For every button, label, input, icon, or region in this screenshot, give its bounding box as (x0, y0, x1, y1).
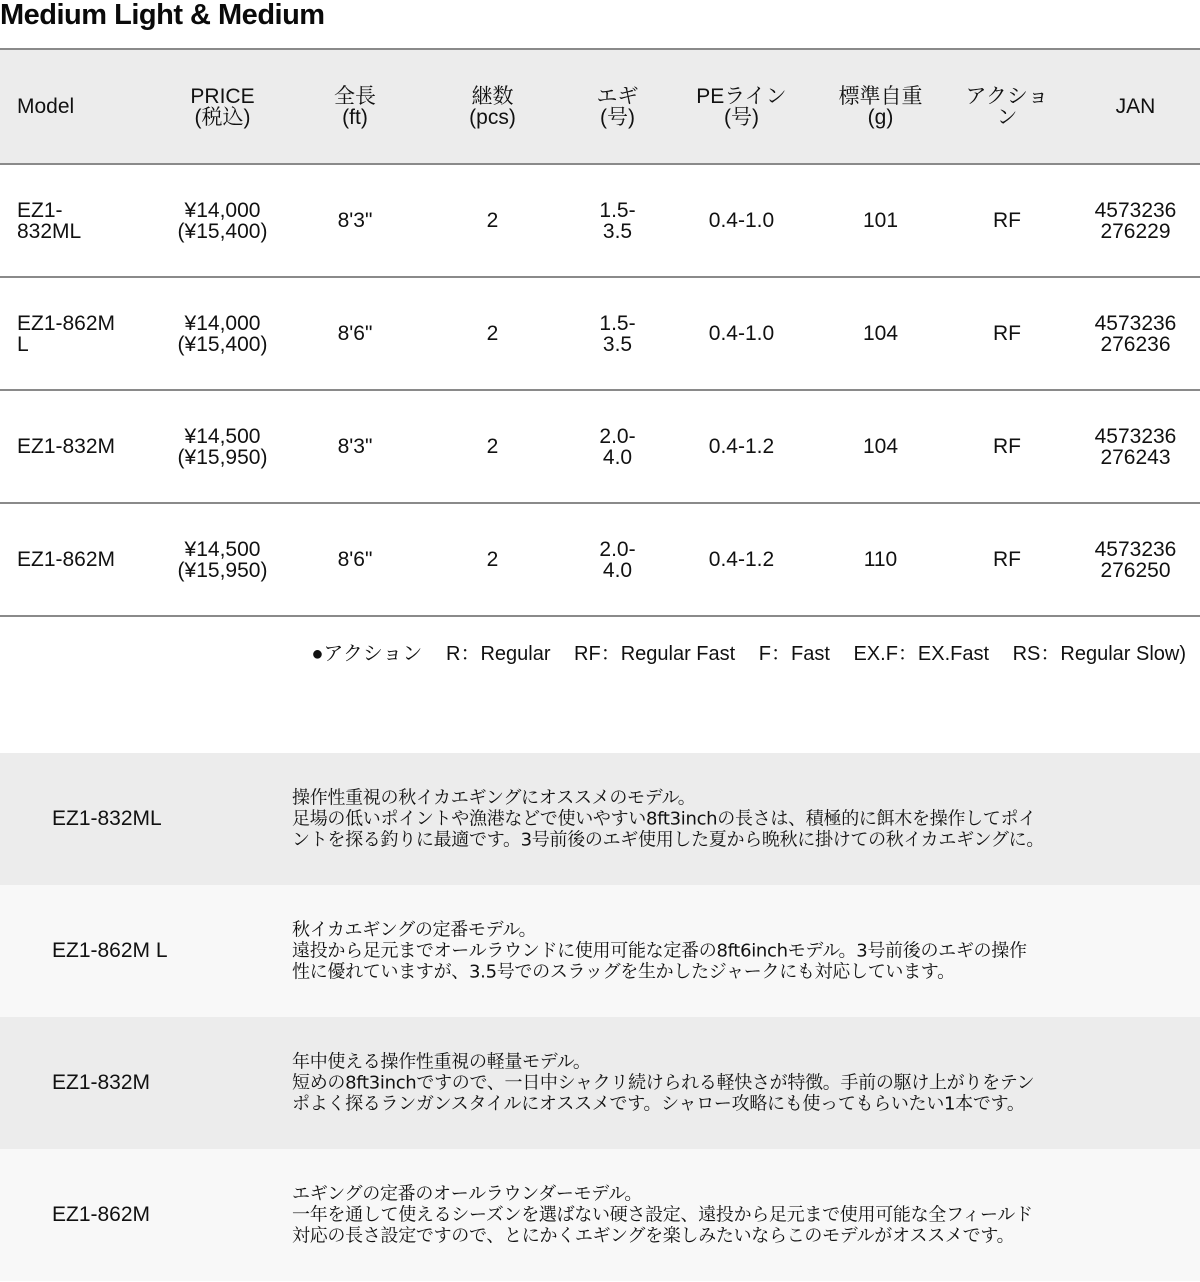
table-row (0, 503, 1200, 616)
cell-egi-text: 3.5 (602, 332, 633, 356)
cell-length-text: 8'3" (337, 209, 373, 232)
cell-jan-text: 276236 (1100, 332, 1171, 356)
description-model: EZ1-832ML (52, 807, 162, 830)
cell-model-text: L (17, 332, 29, 356)
cell-pe-line (665, 390, 818, 503)
action-legend-label: ●アクション (311, 643, 423, 665)
header-line: (号) (724, 105, 759, 129)
cell-egi (570, 164, 665, 277)
cell-egi-text: 4.0 (602, 558, 633, 582)
cell-action-text: RF (993, 435, 1021, 458)
cell-pe-line (665, 503, 818, 616)
description-line: 短めの8ft3inchですので、一日中シャクリ続けられる軽快さが特徴。手前の駆け上がりをテン (292, 1072, 1035, 1094)
cell-price (150, 503, 295, 616)
action-legend-item: F：Fast (758, 643, 830, 665)
cell-pieces-text: 2 (486, 209, 499, 232)
header-line: ン (996, 105, 1018, 129)
description-line: 足場の低いポイントや漁港などで使いやすい8ft3inchの長さは、積極的に餌木を操作してポイ (292, 808, 1036, 830)
cell-length (295, 164, 415, 277)
action-legend (311, 637, 1186, 666)
cell-weight-text: 101 (862, 209, 899, 232)
header-model (0, 49, 150, 164)
description-line: エギングの定番のオールラウンダーモデル。 (292, 1183, 643, 1205)
header-line: PRICE (190, 84, 255, 108)
description-line: 対応の長さ設定ですので、とにかくエギングを楽しみたいならこのモデルがオススメです。 (292, 1225, 1015, 1247)
cell-price (150, 277, 295, 390)
header-line: エギ (596, 84, 639, 108)
description-line: 性に優れていますが、3.5号でのスラッグを生かしたジャークにも対応しています。 (292, 961, 955, 983)
description-line: 一年を通して使えるシーズンを選ばない硬さ設定、遠投から足元まで使用可能な全フィールド (292, 1204, 1033, 1226)
table-body (0, 164, 1200, 616)
cell-jan-text: 276250 (1100, 558, 1171, 582)
description-row (0, 753, 1200, 885)
cell-egi-text: 2.0- (599, 424, 636, 448)
cell-length (295, 390, 415, 503)
cell-egi (570, 277, 665, 390)
header-weight (818, 49, 943, 164)
cell-jan-text: 4573236 (1094, 537, 1177, 561)
cell-pe-line-text: 0.4-1.0 (708, 322, 775, 345)
header-line: JAN (1115, 95, 1156, 118)
cell-egi-text: 3.5 (602, 219, 633, 243)
header-line: (g) (867, 105, 894, 129)
spec-table (0, 48, 1200, 617)
cell-pe-line (665, 164, 818, 277)
cell-pieces-text: 2 (486, 322, 499, 345)
description-model: EZ1-862M (52, 1203, 151, 1226)
cell-weight-text: 110 (863, 548, 898, 571)
header-egi (570, 49, 665, 164)
description-model: EZ1-862M L (52, 939, 168, 962)
cell-jan (1071, 277, 1200, 390)
cell-action (943, 503, 1071, 616)
cell-price-text: ¥14,500 (184, 424, 261, 448)
cell-pieces-text: 2 (486, 435, 499, 458)
cell-weight (818, 164, 943, 277)
cell-pe-line (665, 277, 818, 390)
cell-pieces (415, 390, 570, 503)
cell-price-text: (¥15,950) (177, 558, 268, 582)
model-descriptions (0, 753, 1200, 1281)
header-line: (税込) (194, 105, 251, 129)
cell-pieces-text: 2 (486, 548, 499, 571)
header-line: (ft) (342, 105, 368, 129)
description-line: 遠投から足元までオールラウンドに使用可能な定番の8ft6inchモデル。3号前後のエギの操作 (292, 940, 1027, 962)
cell-price (150, 390, 295, 503)
cell-price (150, 164, 295, 277)
description-text (292, 1052, 1188, 1115)
cell-pe-line-text: 0.4-1.0 (708, 209, 775, 232)
cell-model-text: EZ1-862M (17, 548, 116, 571)
description-line: ントを探る釣りに最適です。3号前後のエギ使用した夏から晩秋に掛けての秋イカエギングに。 (292, 829, 1045, 851)
cell-jan-text: 276229 (1100, 219, 1171, 243)
cell-pieces (415, 277, 570, 390)
cell-pe-line-text: 0.4-1.2 (708, 435, 775, 458)
action-legend-item: RS：Regular Slow) (1012, 643, 1186, 665)
description-row (0, 1017, 1200, 1149)
cell-length-text: 8'3" (337, 435, 373, 458)
cell-pieces (415, 164, 570, 277)
description-line: 秋イカエギングの定番モデル。 (292, 919, 537, 941)
cell-jan-text: 4573236 (1094, 198, 1177, 222)
cell-length (295, 503, 415, 616)
header-jan (1071, 49, 1200, 164)
header-pe-line (665, 49, 818, 164)
table-row (0, 277, 1200, 390)
cell-jan (1071, 164, 1200, 277)
cell-action-text: RF (993, 322, 1021, 345)
cell-jan (1071, 503, 1200, 616)
cell-egi (570, 390, 665, 503)
cell-model-text: EZ1- (17, 198, 63, 222)
cell-jan-text: 276243 (1100, 445, 1171, 469)
action-legend-item: R：Regular (446, 643, 551, 665)
cell-action (943, 390, 1071, 503)
cell-model (0, 277, 150, 390)
description-row (0, 885, 1200, 1017)
header-length (295, 49, 415, 164)
cell-price-text: ¥14,500 (184, 537, 261, 561)
cell-egi-text: 1.5- (599, 311, 636, 335)
cell-price-text: ¥14,000 (184, 198, 261, 222)
cell-length-text: 8'6" (337, 322, 373, 345)
cell-action (943, 277, 1071, 390)
page-title: Medium Light & Medium (0, 0, 325, 31)
cell-jan-text: 4573236 (1094, 311, 1177, 335)
cell-egi-text: 4.0 (602, 445, 633, 469)
header-line: (号) (600, 105, 635, 129)
description-model: EZ1-832M (52, 1071, 151, 1094)
header-pieces (415, 49, 570, 164)
header-line: Model (17, 95, 75, 118)
header-line: 継数 (471, 84, 514, 108)
description-line: 年中使える操作性重視の軽量モデル。 (292, 1051, 591, 1073)
header-price (150, 49, 295, 164)
description-text (292, 1184, 1188, 1247)
cell-jan (1071, 390, 1200, 503)
header-line: (pcs) (469, 105, 516, 129)
cell-jan-text: 4573236 (1094, 424, 1177, 448)
cell-weight (818, 277, 943, 390)
description-row (0, 1149, 1200, 1281)
cell-action-text: RF (993, 209, 1021, 232)
header-line: 全長 (334, 84, 376, 108)
cell-model (0, 390, 150, 503)
cell-action (943, 164, 1071, 277)
cell-model-text: 832ML (17, 219, 82, 243)
table-row (0, 164, 1200, 277)
cell-pieces (415, 503, 570, 616)
description-line: 操作性重視の秋イカエギングにオススメのモデル。 (292, 787, 696, 809)
cell-price-text: (¥15,400) (177, 332, 268, 356)
table-row (0, 390, 1200, 503)
cell-action-text: RF (993, 548, 1021, 571)
cell-weight-text: 104 (862, 322, 899, 345)
action-legend-item: EX.F：EX.Fast (853, 643, 990, 665)
description-text (292, 920, 1188, 983)
header-line: アクショ (965, 84, 1049, 108)
cell-pe-line-text: 0.4-1.2 (708, 548, 775, 571)
header-line: 標準自重 (838, 84, 923, 108)
cell-length (295, 277, 415, 390)
cell-weight (818, 390, 943, 503)
cell-weight-text: 104 (862, 435, 899, 458)
cell-egi-text: 2.0- (599, 537, 636, 561)
cell-egi-text: 1.5- (599, 198, 636, 222)
cell-price-text: (¥15,400) (177, 219, 268, 243)
description-text (292, 788, 1188, 851)
cell-egi (570, 503, 665, 616)
cell-model (0, 503, 150, 616)
table-header (0, 49, 1200, 164)
header-line: PEライン (696, 84, 787, 108)
cell-length-text: 8'6" (337, 548, 373, 571)
cell-price-text: ¥14,000 (184, 311, 261, 335)
cell-model-text: EZ1-832M (17, 435, 116, 458)
cell-model (0, 164, 150, 277)
action-legend-item: RF：Regular Fast (574, 643, 736, 665)
cell-weight (818, 503, 943, 616)
cell-model-text: EZ1-862M (17, 311, 116, 335)
description-line: ポよく探るランガンスタイルにオススメです。シャロー攻略にも使ってもらいたい1本です。 (292, 1093, 1025, 1115)
header-action (943, 49, 1071, 164)
cell-price-text: (¥15,950) (177, 445, 268, 469)
